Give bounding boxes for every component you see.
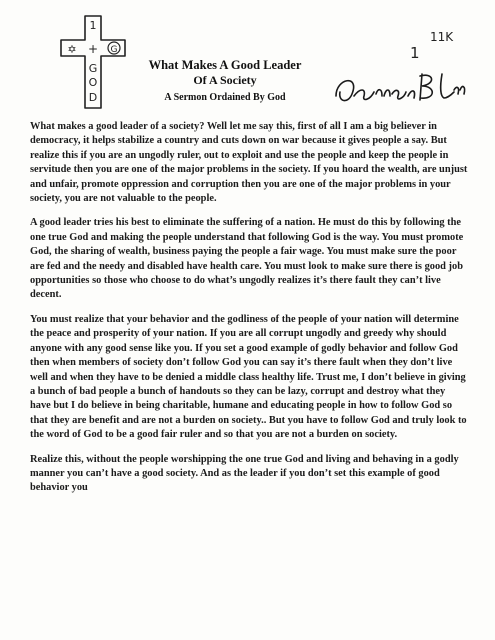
cross-logo — [55, 12, 135, 112]
star-of-david-icon: ✡ — [67, 43, 77, 56]
cross-letter-plus: + — [87, 42, 99, 56]
paragraph: Realize this, without the people worshipping the one true God and living and behaving in a godly manner you can’t have a good society. And as the leader if you don’t set this example of good behavior you — [30, 453, 459, 494]
cross-letter-d: D — [88, 91, 98, 104]
circled-g-letter: G — [110, 45, 118, 55]
document-title: What Makes A Good Leader — [148, 58, 302, 72]
document-header — [140, 58, 310, 105]
page-annotation: 11K — [430, 30, 454, 44]
paragraph: A good leader tries his best to eliminate the suffering of a nation. He must do this by following the one true God and making the people understand that following God is the way. You must promote God, the sharing of wealth, business paying the people a fair wage. You must make sure the poor are fed and the needy and disabled have health care. You must look to make sure there is good job opportunities so those who choose to do what’s ungodly realizes it’s there fault they can’t live decent. — [30, 217, 464, 301]
document-subtitle: Of A Society — [193, 73, 257, 87]
paragraph: You must realize that your behavior and the godliness of the people of your nation will determine the peace and prosperity of your nation. If you are all corrupt ungodly and greedy why should anyone with any good sense like you. If you set a good example of godly behavior and follow God then when members of society don’t follow God you can say it’s there fault when they don’t live well and when they have to be denied a middle class healthy life. Trust me, I don’t believe in giving a bunch of bad people a bunch of handouts so they can be lazy, corrupt and destroy what they have but I do believe in being charitable, humane and educating people in how to follow God so that they are benefit and are not a burden on society.. But you have to follow God and truly look to the word of God to be a good fair ruler and so that you are not a burden on society. — [30, 313, 467, 441]
handwritten-signature — [330, 66, 470, 112]
page-number: 1 — [410, 44, 420, 62]
cross-letter-o: O — [88, 76, 98, 89]
cross-letter-1: 1 — [89, 19, 97, 32]
sermon-body — [30, 120, 468, 506]
cross-letter-g: G — [88, 62, 98, 75]
paragraph: What makes a good leader of a society? Well let me say this, first of all I am a big believer in democracy, it helps stabilize a country and cuts down on war because it gives people a say. But realize this if you are an ungodly ruler, out to exploit and use the people and keep the people in servitude then you are one of the major problems in the society. If you hoard the wealth, are unjust and unfair, promote oppression and corruption then you are one of the major problems in your society, you are not valuable to the people. — [30, 121, 468, 205]
document-ordained-line: A Sermon Ordained By God — [164, 92, 286, 103]
